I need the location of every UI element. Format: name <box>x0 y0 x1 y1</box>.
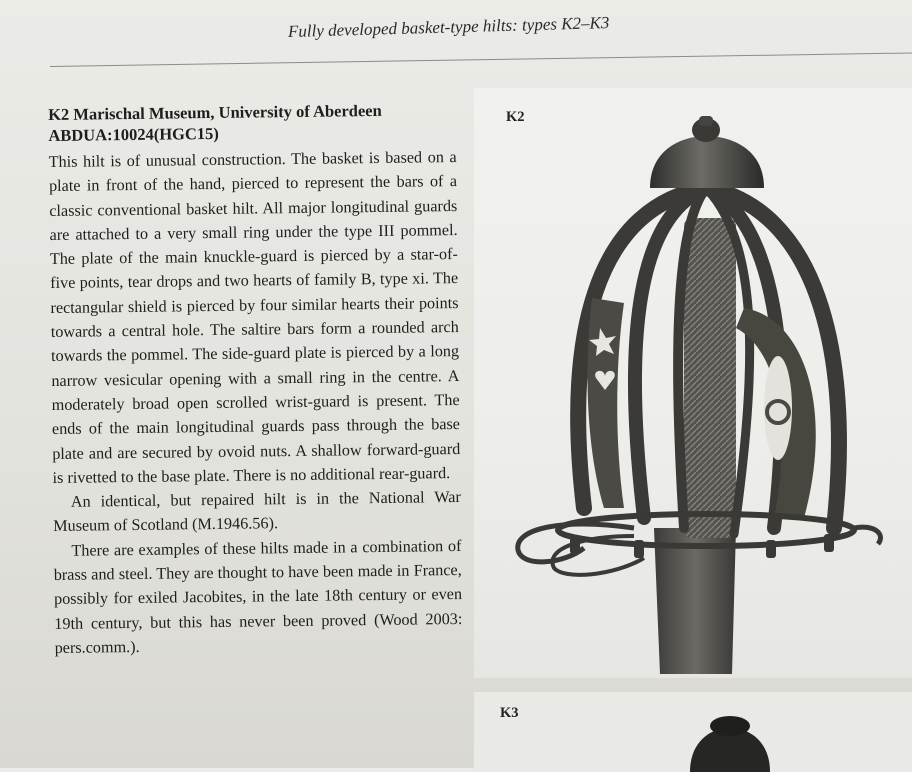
knuckle-guard-plate <box>588 298 624 508</box>
entry-paragraph-3: There are examples of these hilts made in a combination of brass and steel. They are thought to have been made in France, possibly for exiled Jacobites, in the late 18th century or even 19th century, but this has never been proved (Wood 2003: pers.comm.). <box>53 536 463 657</box>
pommel <box>650 136 764 188</box>
k2-hilt-photo <box>474 88 912 678</box>
k3-pommel-photo <box>670 712 790 772</box>
entry-title: K2 Marischal Museum, University of Aberdeen ABDUA:10024(HGC15) <box>48 100 382 145</box>
entry-text-column <box>48 99 463 660</box>
forward-guard <box>854 527 881 544</box>
k3-figure-label: K3 <box>500 705 519 721</box>
header-rule <box>50 52 912 67</box>
running-head: Fully developed basket-type hilts: types K2–K3 <box>287 13 610 41</box>
blade <box>654 528 736 674</box>
k2-figure-label: K2 <box>506 109 525 125</box>
entry-paragraph-1: This hilt is of unusual construction. The basket is based on a plate in front of the hand, pierced to represent the bars of a classic conventional basket hilt. All major longitudinal guards are attached to a very small ring under the type III pommel. The plate of the main knuckle-guard is pierced by a star-of-five points, tear drops and two hearts of family B, type xi. The rectangular shield is pierced by four similar hearts their points towards a central hole. The saltire bars form a rounded arch towards the pommel. The side-guard plate is pierced by a long narrow vesicular opening with a small ring in the centre. A moderately broad open scrolled wrist-guard is present. The ends of the main longitudinal guards pass through the base plate and are secured by ovoid nuts. A shallow forward-guard is rivetted to the base plate. There is no additional rear-guard. <box>48 148 461 487</box>
entry-paragraph-2: An identical, but repaired hilt is in the National War Museum of Scotland (M.1946.56). <box>53 488 461 536</box>
grip <box>684 218 736 538</box>
